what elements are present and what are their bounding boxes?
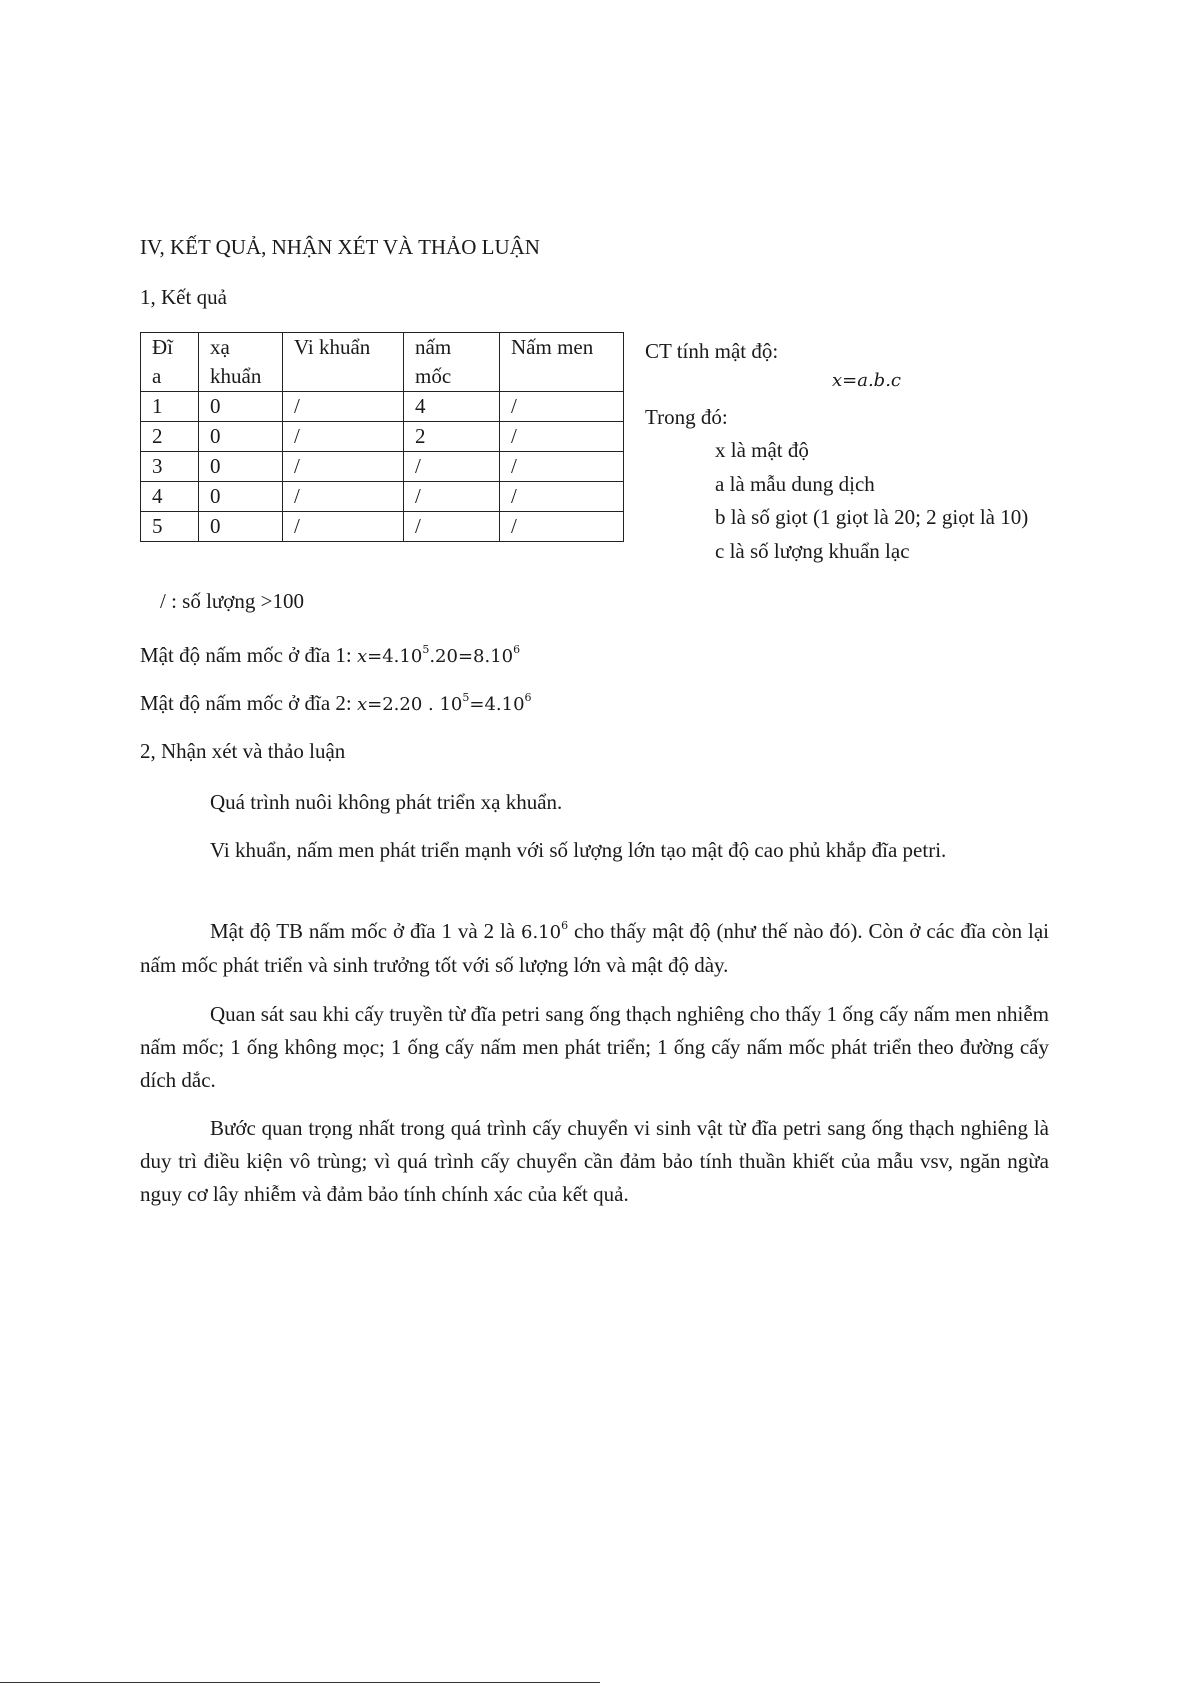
table-cell: / [283,452,404,482]
table-cell: / [404,452,500,482]
table-header-cell: Nấm men [500,333,624,392]
definition-item: x là mật độ [715,438,809,462]
table-header-cell: nấm mốc [404,333,500,392]
results-subtitle: 1, Kết quả [140,285,227,309]
table-cell: 0 [199,482,283,512]
table-cell: / [404,512,500,542]
legend-note: / : số lượng >100 [160,589,305,613]
table-cell: 0 [199,422,283,452]
table-cell: / [500,482,624,512]
table-cell: / [283,422,404,452]
section-title: IV, KẾT QUẢ, NHẬN XÉT VÀ THẢO LUẬN [140,235,540,259]
table-cell: / [500,392,624,422]
table-cell: / [283,392,404,422]
paragraph-4: Quan sát sau khi cấy truyền từ đĩa petri sang ống thạch nghiêng cho thấy 1 ống cấy nấm men nhiễm nấm mốc; 1 ống không mọc; 1 ống cấy nấm men phát triển; 1 ống cấy nấm mốc phát triển theo đường cấy dích dắc. [140,1002,1049,1092]
density-label: Mật độ nấm mốc ở đĩa 1: [140,643,357,667]
density-equation: x=2.20 . $10^5=4.10^6$ [356,691,532,715]
discussion-subtitle: 2, Nhận xét và thảo luận [140,739,346,763]
table-cell: / [283,512,404,542]
density-dish-1 [140,645,520,666]
results-table [140,332,624,542]
table-cell: / [500,512,624,542]
definition-item: a là mẫu dung dịch [715,472,875,496]
table-row [141,512,624,542]
paragraph-5: Bước quan trọng nhất trong quá trình cấy chuyển vi sinh vật từ đĩa petri sang ống thạch nghiêng là duy trì điều kiện vô trùng; vì quá trình cấy chuyển cần đảm bảo tính thuần khiết của mẫu vsv, ngăn ngừa nguy cơ lây nhiễm và đảm bảo tính chính xác của kết quả. [140,1116,1049,1206]
table-cell: 2 [141,422,199,452]
density-equation: $x=4.10^5.20=8.10^6$ [356,643,521,667]
table-cell: / [500,452,624,482]
table-cell: 2 [404,422,500,452]
formula-label: CT tính mật độ: [645,339,779,363]
table-header-cell: Vi khuẩn [283,333,404,392]
table-header-cell: xạ khuẩn [199,333,283,392]
table-row [141,482,624,512]
table-cell: 0 [199,452,283,482]
table-cell: 0 [199,392,283,422]
paragraph-2: Vi khuẩn, nấm men phát triển mạnh với số lượng lớn tạo mật độ cao phủ khắp đĩa petri. [210,838,947,862]
table-cell: 5 [141,512,199,542]
table-row [141,452,624,482]
table-cell: 4 [141,482,199,512]
footer-divider [0,1682,600,1683]
table-cell: / [404,482,500,512]
table-cell: 4 [404,392,500,422]
definition-item: c là số lượng khuẩn lạc [715,539,910,563]
table-cell: 1 [141,392,199,422]
table-cell: / [500,422,624,452]
density-formula: x=a.b.c [832,370,902,391]
density-label: Mật độ nấm mốc ở đĩa 2: [140,691,357,715]
definition-item: b là số giọt (1 giọt là 20; 2 giọt là 10) [715,505,1029,529]
paragraph-3: Mật độ TB nấm mốc ở đĩa 1 và 2 là 6.10$^6$ cho thấy mật độ (như thế nào đó). Còn ở các đĩa còn lại nấm mốc phát triển và sinh trưởng tốt với số lượng lớn và mật độ dày. [140,919,1049,977]
table-row [141,392,624,422]
table-header-cell: Đĩ a [141,333,199,392]
formula-where: Trong đó: [645,405,728,429]
table-cell: 3 [141,452,199,482]
table-cell: 0 [199,512,283,542]
table-row [141,422,624,452]
table-header-row [141,333,624,392]
density-dish-2 [140,693,532,714]
table-cell: / [283,482,404,512]
paragraph-1: Quá trình nuôi không phát triển xạ khuẩn. [210,790,563,814]
